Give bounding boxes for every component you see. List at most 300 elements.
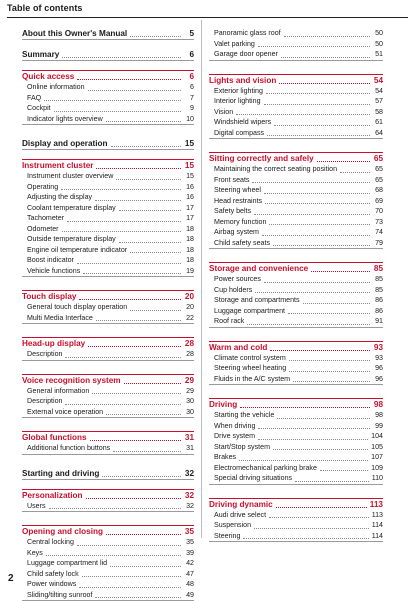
toc-entry[interactable] xyxy=(22,349,194,360)
dot-leader xyxy=(264,193,370,194)
toc-heading[interactable] xyxy=(209,263,383,274)
toc-entry-page: 96 xyxy=(375,364,383,372)
toc-entry-page: 39 xyxy=(186,548,194,557)
toc-entry[interactable] xyxy=(209,306,383,317)
toc-heading-page: 93 xyxy=(373,342,383,352)
toc-entry[interactable] xyxy=(209,353,383,364)
toc-heading-label: Lights and vision xyxy=(209,75,277,85)
dot-leader xyxy=(320,470,368,471)
dot-leader xyxy=(79,299,181,300)
toc-entry[interactable] xyxy=(22,224,194,235)
dot-leader xyxy=(116,179,181,180)
toc-entry-label: Child safety seats xyxy=(214,238,270,247)
toc-entry-page: 96 xyxy=(375,374,383,383)
toc-heading-label: Opening and closing xyxy=(22,527,103,536)
toc-heading[interactable] xyxy=(209,399,383,410)
toc-entry[interactable] xyxy=(209,49,383,60)
toc-heading-label: Display and operation xyxy=(22,139,108,148)
toc-entry-label: Safety belts xyxy=(214,207,252,215)
toc-entry[interactable] xyxy=(209,217,383,228)
toc-heading[interactable] xyxy=(209,75,383,86)
toc-heading[interactable] xyxy=(209,342,383,353)
dot-leader xyxy=(289,360,370,361)
toc-section xyxy=(209,498,383,543)
toc-entry-label: Interior lighting xyxy=(214,97,261,105)
toc-section xyxy=(22,374,194,419)
toc-entry-label: Odometer xyxy=(27,224,59,233)
toc-entry-label: Steering xyxy=(214,531,241,540)
toc-section xyxy=(22,431,194,455)
toc-entry-page: 109 xyxy=(371,463,383,472)
toc-heading-page: 20 xyxy=(184,292,194,301)
toc-entry-page: 7 xyxy=(190,93,194,102)
toc-section xyxy=(22,138,194,150)
dot-leader xyxy=(284,36,370,37)
toc-entry[interactable] xyxy=(209,442,383,453)
toc-entry-label: Steering wheel heating xyxy=(214,364,287,372)
dot-leader xyxy=(77,79,181,80)
dot-leader xyxy=(289,371,370,372)
dot-leader xyxy=(79,587,181,588)
toc-entry-label: Indicator lights overview xyxy=(27,114,103,123)
toc-entry[interactable] xyxy=(209,374,383,385)
toc-entry[interactable] xyxy=(22,548,194,559)
toc-entry[interactable] xyxy=(22,443,194,454)
toc-entry-label: Sliding/tilting sunroof xyxy=(27,590,93,599)
toc-entry[interactable] xyxy=(22,396,194,407)
dot-leader xyxy=(44,100,181,101)
toc-entry-label: Cockpit xyxy=(27,104,51,112)
toc-entry[interactable] xyxy=(22,93,194,104)
toc-entry[interactable] xyxy=(22,171,194,182)
toc-entry[interactable] xyxy=(22,386,194,397)
dot-leader xyxy=(262,235,370,236)
toc-entry[interactable] xyxy=(22,82,194,93)
toc-entry[interactable] xyxy=(209,473,383,484)
toc-entry-page: 22 xyxy=(186,313,194,322)
toc-heading[interactable] xyxy=(22,28,194,39)
toc-heading-page: 28 xyxy=(184,339,194,348)
toc-entry[interactable] xyxy=(209,295,383,306)
toc-entry[interactable] xyxy=(22,537,194,548)
toc-entry-page: 18 xyxy=(186,235,194,243)
dot-leader xyxy=(269,517,369,518)
dot-leader xyxy=(239,460,368,461)
toc-entry-label: Instrument cluster overview xyxy=(27,172,114,180)
toc-entry-page: 61 xyxy=(375,118,383,126)
toc-entry-page: 68 xyxy=(375,186,383,194)
toc-entry-label: Front seats xyxy=(214,175,250,184)
dot-leader xyxy=(264,282,370,283)
toc-entry-page: 85 xyxy=(375,275,383,283)
toc-entry-label: Special driving situations xyxy=(214,474,293,482)
dot-leader xyxy=(65,404,181,405)
toc-entry[interactable] xyxy=(209,520,383,531)
toc-entry-page: 113 xyxy=(371,510,383,519)
toc-section xyxy=(209,74,383,140)
dot-leader xyxy=(90,440,181,441)
toc-entry-label: Power sources xyxy=(214,275,261,283)
toc-entry-page: 6 xyxy=(190,83,194,91)
dot-leader xyxy=(61,189,181,190)
toc-entry[interactable] xyxy=(22,313,194,324)
dot-leader xyxy=(67,221,181,222)
toc-section xyxy=(209,28,383,61)
dot-leader xyxy=(243,538,368,539)
toc-entry[interactable] xyxy=(209,421,383,432)
toc-heading-page: 6 xyxy=(189,50,194,59)
toc-entry[interactable] xyxy=(209,227,383,238)
toc-entry-label: Keys xyxy=(27,548,43,557)
toc-entry-label: Garage door opener xyxy=(214,50,278,58)
toc-heading-label: Warm and cold xyxy=(209,342,268,352)
toc-entry-label: Starting the vehicle xyxy=(214,411,275,419)
toc-entry-label: Maintaining the correct seating position xyxy=(214,165,338,173)
dot-leader xyxy=(266,93,370,94)
toc-entry-page: 65 xyxy=(375,165,383,173)
toc-heading[interactable] xyxy=(209,499,383,510)
dot-leader xyxy=(281,57,370,58)
toc-entry-page: 114 xyxy=(371,531,383,540)
toc-entry-label: Drive system xyxy=(214,432,255,440)
toc-entry-page: 85 xyxy=(375,285,383,294)
toc-entry[interactable] xyxy=(22,579,194,590)
toc-entry[interactable] xyxy=(22,590,194,601)
toc-entry[interactable] xyxy=(22,501,194,512)
dot-leader xyxy=(92,393,181,394)
dot-leader xyxy=(54,111,181,112)
toc-entry-page: 51 xyxy=(375,50,383,58)
toc-entry-label: Valet parking xyxy=(214,39,255,48)
toc-entry-page: 98 xyxy=(375,411,383,419)
toc-entry-label: Boost indicator xyxy=(27,256,74,264)
toc-entry-label: Cup holders xyxy=(214,285,253,294)
dot-leader xyxy=(62,57,181,58)
toc-entry-label: Roof rack xyxy=(214,317,245,325)
toc-entry-page: 17 xyxy=(186,203,194,212)
toc-entry[interactable] xyxy=(22,558,194,569)
toc-entry-label: Memory function xyxy=(214,217,267,226)
toc-entry-label: General touch display operation xyxy=(27,303,128,311)
toc-entry-page: 28 xyxy=(186,350,194,358)
dot-leader xyxy=(277,418,370,419)
dot-leader xyxy=(247,324,370,325)
toc-entry-label: Airbag system xyxy=(214,228,259,236)
toc-heading[interactable] xyxy=(22,291,194,302)
dot-leader xyxy=(276,507,367,508)
toc-entry-page: 104 xyxy=(371,432,383,440)
dot-leader xyxy=(88,90,181,91)
toc-entry[interactable] xyxy=(209,238,383,249)
toc-entry[interactable] xyxy=(209,107,383,118)
toc-heading[interactable] xyxy=(22,375,194,386)
toc-entry-label: Adjusting the display xyxy=(27,193,93,201)
toc-entry-page: 114 xyxy=(371,521,383,529)
toc-heading[interactable] xyxy=(22,160,194,171)
toc-entry-label: Vehicle functions xyxy=(27,266,81,275)
toc-entry-label: Operating xyxy=(27,182,59,191)
toc-entry-page: 31 xyxy=(186,444,194,452)
dot-leader xyxy=(254,214,370,215)
toc-entry[interactable] xyxy=(209,86,383,97)
toc-entry[interactable] xyxy=(22,255,194,266)
dot-leader xyxy=(274,125,370,126)
toc-heading-page: 98 xyxy=(373,400,383,409)
toc-entry[interactable] xyxy=(22,569,194,580)
toc-entry[interactable] xyxy=(209,285,383,296)
toc-entry[interactable] xyxy=(22,234,194,245)
dot-leader xyxy=(254,528,369,529)
toc-entry-page: 10 xyxy=(186,114,194,123)
toc-heading-page: 15 xyxy=(184,161,194,170)
toc-entry-label: Electromechanical parking brake xyxy=(214,463,317,472)
toc-entry-page: 65 xyxy=(375,175,383,184)
dot-leader xyxy=(82,576,181,577)
toc-left-column xyxy=(22,28,194,601)
toc-entry-page: 18 xyxy=(186,256,194,264)
toc-entry-label: Storage and compartments xyxy=(214,296,300,304)
dot-leader xyxy=(265,203,370,204)
toc-entry[interactable] xyxy=(22,192,194,203)
toc-entry[interactable] xyxy=(209,531,383,542)
toc-entry[interactable] xyxy=(209,410,383,421)
toc-heading-label: Instrument cluster xyxy=(22,161,94,170)
toc-entry[interactable] xyxy=(209,185,383,196)
toc-entry-page: 91 xyxy=(375,317,383,325)
toc-entry-label: Luggage compartment lid xyxy=(27,559,108,567)
toc-heading-page: 31 xyxy=(184,433,194,442)
dot-leader xyxy=(295,481,369,482)
toc-entry-page: 29 xyxy=(186,386,194,395)
dot-leader xyxy=(317,161,370,162)
toc-heading[interactable] xyxy=(22,490,194,501)
toc-entry[interactable] xyxy=(22,213,194,224)
toc-entry-label: Central locking xyxy=(27,538,74,546)
toc-entry-page: 110 xyxy=(371,474,383,482)
toc-heading-page: 65 xyxy=(373,154,383,163)
dot-leader xyxy=(62,231,181,232)
toc-heading-label: Touch display xyxy=(22,292,77,301)
toc-entry[interactable] xyxy=(209,463,383,474)
toc-entry-label: Outside temperature display xyxy=(27,235,116,243)
toc-entry-page: 35 xyxy=(186,538,194,546)
toc-heading-label: Quick access xyxy=(22,72,75,81)
page-title: Table of contents xyxy=(7,3,83,13)
toc-section xyxy=(22,159,194,277)
toc-heading[interactable] xyxy=(22,468,194,479)
dot-leader xyxy=(119,242,181,243)
toc-entry-page: 86 xyxy=(375,306,383,315)
toc-heading-page: 113 xyxy=(369,499,383,509)
dot-leader xyxy=(77,545,181,546)
toc-entry[interactable] xyxy=(209,196,383,207)
toc-entry[interactable] xyxy=(22,245,194,256)
toc-section xyxy=(22,337,194,361)
toc-entry-label: Description xyxy=(27,350,63,358)
dot-leader xyxy=(95,200,181,201)
toc-heading-page: 35 xyxy=(184,527,194,536)
toc-entry-page: 69 xyxy=(375,196,383,205)
toc-heading[interactable] xyxy=(22,49,194,60)
dot-leader xyxy=(269,224,370,225)
toc-section xyxy=(209,341,383,386)
toc-entry-page: 20 xyxy=(186,303,194,311)
toc-entry-label: Digital compass xyxy=(214,128,265,137)
dot-leader xyxy=(303,303,370,304)
toc-entry-page: 70 xyxy=(375,207,383,215)
header-rule xyxy=(7,17,408,18)
toc-entry-page: 74 xyxy=(375,228,383,236)
dot-leader xyxy=(119,210,181,211)
toc-heading[interactable] xyxy=(22,71,194,82)
toc-heading-label: Starting and driving xyxy=(22,468,100,478)
dot-leader xyxy=(273,449,368,450)
dot-leader xyxy=(258,46,370,47)
toc-entry[interactable] xyxy=(209,206,383,217)
toc-entry-label: Steering wheel xyxy=(214,186,261,194)
toc-heading-label: Driving xyxy=(209,400,238,409)
toc-section xyxy=(22,49,194,61)
toc-heading-page: 54 xyxy=(373,75,383,85)
toc-entry-label: Brakes xyxy=(214,453,237,461)
toc-entry-page: 18 xyxy=(186,245,194,254)
toc-entry-page: 64 xyxy=(375,128,383,137)
toc-entry-page: 79 xyxy=(375,238,383,247)
dot-leader xyxy=(252,182,370,183)
toc-entry[interactable] xyxy=(22,182,194,193)
dot-leader xyxy=(258,428,370,429)
toc-entry[interactable] xyxy=(22,103,194,114)
toc-entry-page: 17 xyxy=(186,214,194,222)
dot-leader xyxy=(95,597,181,598)
dot-leader xyxy=(273,245,370,246)
toc-entry[interactable] xyxy=(22,203,194,214)
toc-heading-label: Storage and convenience xyxy=(209,264,309,273)
toc-entry[interactable] xyxy=(209,28,383,39)
toc-entry-page: 15 xyxy=(186,172,194,180)
dot-leader xyxy=(255,292,370,293)
dot-leader xyxy=(240,407,370,408)
toc-entry-page: 16 xyxy=(186,193,194,201)
toc-entry-label: General information xyxy=(27,386,90,395)
toc-heading[interactable] xyxy=(22,138,194,149)
toc-heading-page: 85 xyxy=(373,264,383,273)
toc-entry-page: 50 xyxy=(375,29,383,37)
dot-leader xyxy=(102,476,181,477)
toc-entry[interactable] xyxy=(209,363,383,374)
toc-entry-label: Child safety lock xyxy=(27,569,79,578)
toc-heading-label: Voice recognition system xyxy=(22,375,121,385)
dot-leader xyxy=(258,439,368,440)
toc-heading-page: 32 xyxy=(184,468,194,478)
toc-heading[interactable] xyxy=(209,153,383,164)
dot-leader xyxy=(270,350,370,351)
toc-entry[interactable] xyxy=(209,510,383,521)
toc-entry-page: 49 xyxy=(186,590,194,599)
toc-heading[interactable] xyxy=(22,526,194,537)
toc-entry-label: Tachometer xyxy=(27,214,65,222)
toc-entry[interactable] xyxy=(209,431,383,442)
toc-entry[interactable] xyxy=(22,407,194,418)
toc-entry-label: Online information xyxy=(27,83,85,91)
toc-entry-page: 58 xyxy=(375,107,383,116)
toc-entry-label: Users xyxy=(27,501,46,510)
toc-entry-page: 47 xyxy=(186,569,194,578)
toc-entry[interactable] xyxy=(209,274,383,285)
toc-entry-page: 42 xyxy=(186,559,194,567)
toc-entry-label: Description xyxy=(27,397,63,405)
toc-entry-page: 86 xyxy=(375,296,383,304)
toc-entry[interactable] xyxy=(209,128,383,139)
dot-leader xyxy=(88,346,181,347)
dot-leader xyxy=(96,320,181,321)
dot-leader xyxy=(113,451,181,452)
toc-entry-label: When driving xyxy=(214,421,256,430)
toc-entry[interactable] xyxy=(209,452,383,463)
toc-section xyxy=(22,290,194,324)
toc-heading-page: 15 xyxy=(184,139,194,148)
toc-entry-label: Multi Media Interface xyxy=(27,313,93,322)
toc-heading-label: Sitting correctly and safely xyxy=(209,154,314,163)
dot-leader xyxy=(96,168,181,169)
toc-entry-page: 48 xyxy=(186,580,194,588)
toc-entry[interactable] xyxy=(22,114,194,125)
toc-heading-label: Summary xyxy=(22,50,60,59)
toc-entry[interactable] xyxy=(209,164,383,175)
dot-leader xyxy=(65,357,181,358)
toc-heading-label: Driving dynamic xyxy=(209,499,273,509)
toc-heading-label: About this Owner's Manual xyxy=(22,29,128,38)
toc-heading-page: 5 xyxy=(189,29,194,38)
dot-leader xyxy=(106,121,181,122)
toc-entry[interactable] xyxy=(22,266,194,277)
toc-entry-label: Coolant temperature display xyxy=(27,203,116,212)
toc-entry-page: 73 xyxy=(375,217,383,226)
toc-heading-label: Personalization xyxy=(22,490,83,500)
dot-leader xyxy=(130,36,181,37)
dot-leader xyxy=(124,383,181,384)
toc-heading-page: 6 xyxy=(189,72,194,81)
dot-leader xyxy=(111,146,181,147)
toc-entry-label: Audi drive select xyxy=(214,510,267,519)
toc-entry-label: Vision xyxy=(214,107,234,116)
toc-entry[interactable] xyxy=(209,39,383,50)
dot-leader xyxy=(340,172,370,173)
toc-entry-label: Luggage compartment xyxy=(214,306,285,315)
toc-entry-page: 57 xyxy=(375,97,383,105)
toc-entry-page: 30 xyxy=(186,397,194,405)
toc-entry[interactable] xyxy=(209,316,383,327)
toc-entry[interactable] xyxy=(209,96,383,107)
toc-entry-page: 107 xyxy=(371,453,383,461)
dot-leader xyxy=(106,414,181,415)
toc-heading[interactable] xyxy=(22,338,194,349)
toc-section xyxy=(22,468,194,480)
toc-entry-label: Panoramic glass roof xyxy=(214,29,281,37)
toc-entry-label: External voice operation xyxy=(27,407,104,416)
toc-entry[interactable] xyxy=(22,302,194,313)
toc-entry[interactable] xyxy=(209,117,383,128)
toc-entry-label: FAQ xyxy=(27,93,42,102)
toc-entry-page: 9 xyxy=(190,104,194,112)
toc-entry-page: 19 xyxy=(186,266,194,275)
toc-section xyxy=(22,489,194,513)
toc-heading[interactable] xyxy=(22,432,194,443)
toc-heading-page: 32 xyxy=(184,490,194,500)
toc-entry[interactable] xyxy=(209,175,383,186)
toc-section xyxy=(209,262,383,328)
toc-section xyxy=(22,70,194,125)
